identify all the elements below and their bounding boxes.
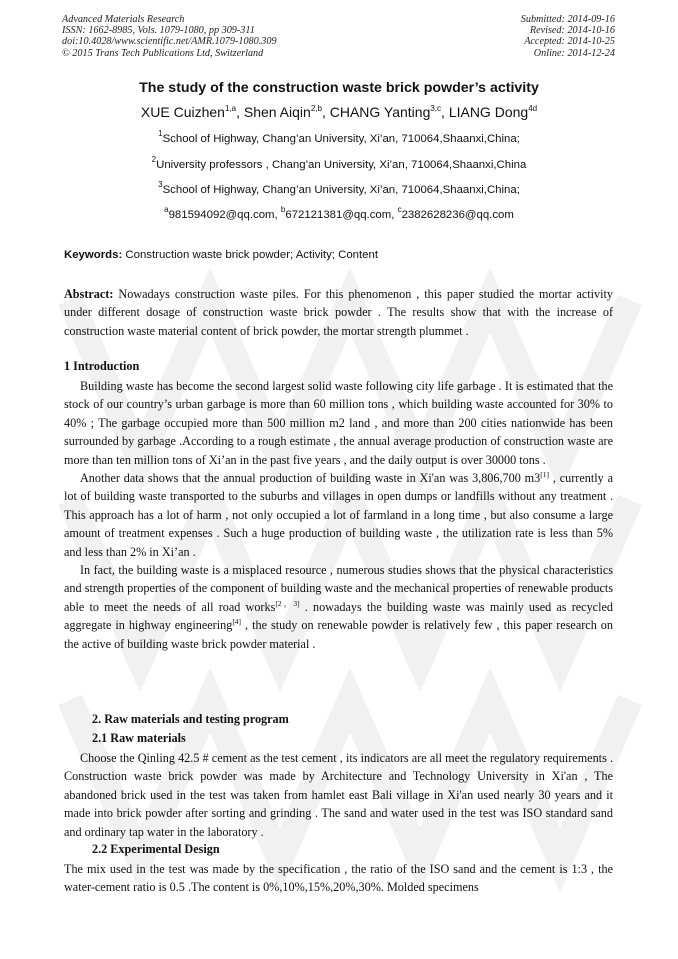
paragraph <box>64 561 613 653</box>
revised-date: Revised: 2014-10-16 <box>529 25 615 37</box>
abstract-label: Abstract: <box>64 287 114 301</box>
paragraph-text: , the study on renewable powder is relatively few , this paper research on the active of building waste brick powder material . <box>64 618 613 651</box>
keywords <box>64 249 378 261</box>
section-1-body <box>64 377 613 653</box>
author-sup: 1,a <box>224 104 237 113</box>
keywords-text: Construction waste brick powder; Activity; Content <box>125 249 379 261</box>
section-1-heading: 1 Introduction <box>64 359 140 373</box>
affiliation-sup: 2 <box>151 155 157 164</box>
section-2-1-heading: 2.1 Raw materials <box>92 731 186 745</box>
section-2-heading: 2. Raw materials and testing program <box>92 712 289 726</box>
affiliation-text: School of Highway, Chang’an University, Xi’an, 710064,Shaanxi,China; <box>162 133 520 145</box>
paragraph-text: . nowadays the building waste was mainly used as recycled aggregate in highway engineering <box>64 599 613 633</box>
citation: [1] <box>540 470 549 480</box>
author-list <box>0 104 678 120</box>
author-sep: , <box>236 104 244 120</box>
citation: [2，3] <box>275 598 300 608</box>
author-sep: , <box>441 104 449 120</box>
author-sup: 4d <box>528 104 538 113</box>
paper-title: The study of the construction waste brick powder’s activity <box>139 80 539 96</box>
email-link[interactable]: 981594092@qq.com, <box>168 209 281 221</box>
author-name: LIANG Dong <box>448 104 529 120</box>
email-sup: b <box>280 205 286 214</box>
email-sup: a <box>164 205 169 214</box>
email-list <box>0 205 678 221</box>
affiliation-text: School of Highway, Chang’an University, Xi’an, 710064,Shaanxi,China; <box>162 184 520 196</box>
section-2-2-heading: 2.2 Experimental Design <box>92 842 220 856</box>
dates-info <box>521 14 615 59</box>
doi: doi:10.4028/www.scientific.net/AMR.1079-1080.309 <box>62 36 277 48</box>
journal-info <box>62 14 277 59</box>
author-name: Shen Aiqin <box>243 104 311 120</box>
paragraph: The mix used in the test was made by the specification , the ratio of the ISO sand and the cement is 1:3 , the water-cement ratio is 0.5 .The content is 0%,10%,15%,20%,30%. Molded specimens <box>64 862 613 895</box>
author-sep: , <box>321 104 330 120</box>
issn: ISSN: 1662-8985, Vols. 1079-1080, pp 309-311 <box>62 25 255 37</box>
paragraph-text: Another data shows that the annual production of building waste in Xi'an was 3,806,700 m3 <box>80 471 541 486</box>
journal-name: Advanced Materials Research <box>62 14 185 25</box>
abstract-text: Nowadays construction waste piles. For this phenomenon , this paper studied the mortar activity under different dosage of construction waste brick powder . The results show that with the increase of construction waste material content of brick powder, the mortar strength plummet . <box>64 287 613 338</box>
online-date: Online: 2014-12-24 <box>533 47 615 59</box>
citation: [4] <box>232 617 242 627</box>
affiliation-3 <box>0 180 678 196</box>
email-link[interactable]: 672121381@qq.com, <box>285 209 398 221</box>
paragraph <box>64 469 613 561</box>
abstract <box>64 285 613 340</box>
author-sup: 2,b <box>310 104 322 113</box>
keywords-label: Keywords: <box>64 249 123 261</box>
affiliation-2 <box>0 155 678 171</box>
paragraph-text: In fact, the building waste is a misplaced resource , numerous studies shows that the physical characteristics and strength properties of the component of building waste and the mechanical properties of renewable products able to meet the needs of all road works <box>64 563 613 614</box>
paragraph: Building waste has become the second largest solid waste following city life garbage . It is estimated that the stock of our country’s urban garbage is more than 60 million tons , which building waste accounted for 30% to 40% ; The garbage occupied more than 500 million m2 land , and more than 200 cities nationwide has been surrounded by garbage .According to a rough estimate , the annual average production of construction waste are more than ten million tons of Xi’an in the past five years , and the daily output is over 30000 tons . <box>64 379 613 467</box>
author-sup: 3,c <box>430 104 442 113</box>
author-name: CHANG Yanting <box>329 104 431 120</box>
section-2-1-body <box>64 749 613 841</box>
email-sup: c <box>397 205 402 214</box>
paragraph: Choose the Qinling 42.5 # cement as the test cement , its indicators are all meet the regulatory requirements . Construction waste brick powder was made by Architecture and Technology University in Xi'an , The abandoned brick used in the test was taken from hamlet east Bali village in Xi'an used nearly 30 years and it made into brick powder after sorting and grinding . The sand and water used in the test was ISO standard sand and ordinary tap water in the laboratory . <box>64 751 613 839</box>
email-link[interactable]: 2382628236@qq.com <box>401 209 514 221</box>
affiliation-1 <box>0 129 678 145</box>
affiliation-text: University professors , Chang’an University, Xi’an, 710064,Shaanxi,China <box>156 159 527 171</box>
copyright: © 2015 Trans Tech Publications Ltd, Switzerland <box>62 47 264 59</box>
author-name: XUE Cuizhen <box>140 104 225 120</box>
submitted-date: Submitted: 2014-09-16 <box>520 14 615 25</box>
affiliation-sup: 1 <box>158 129 163 138</box>
paragraph-text: , currently a lot of building waste transported to the suburbs and villages in open dumps or landfills without any treatment . This approach has a lot of harm , not only occupied a lot of farmland in a long time , but also consume a large amount of treatment expenses . Such a huge production of building waste , the utilization rate is less than 5% and less than 2% in Xi’an . <box>64 471 613 559</box>
affiliation-sup: 3 <box>158 180 163 189</box>
section-2-2-body <box>64 860 613 897</box>
accepted-date: Accepted: 2014-10-25 <box>524 36 615 48</box>
